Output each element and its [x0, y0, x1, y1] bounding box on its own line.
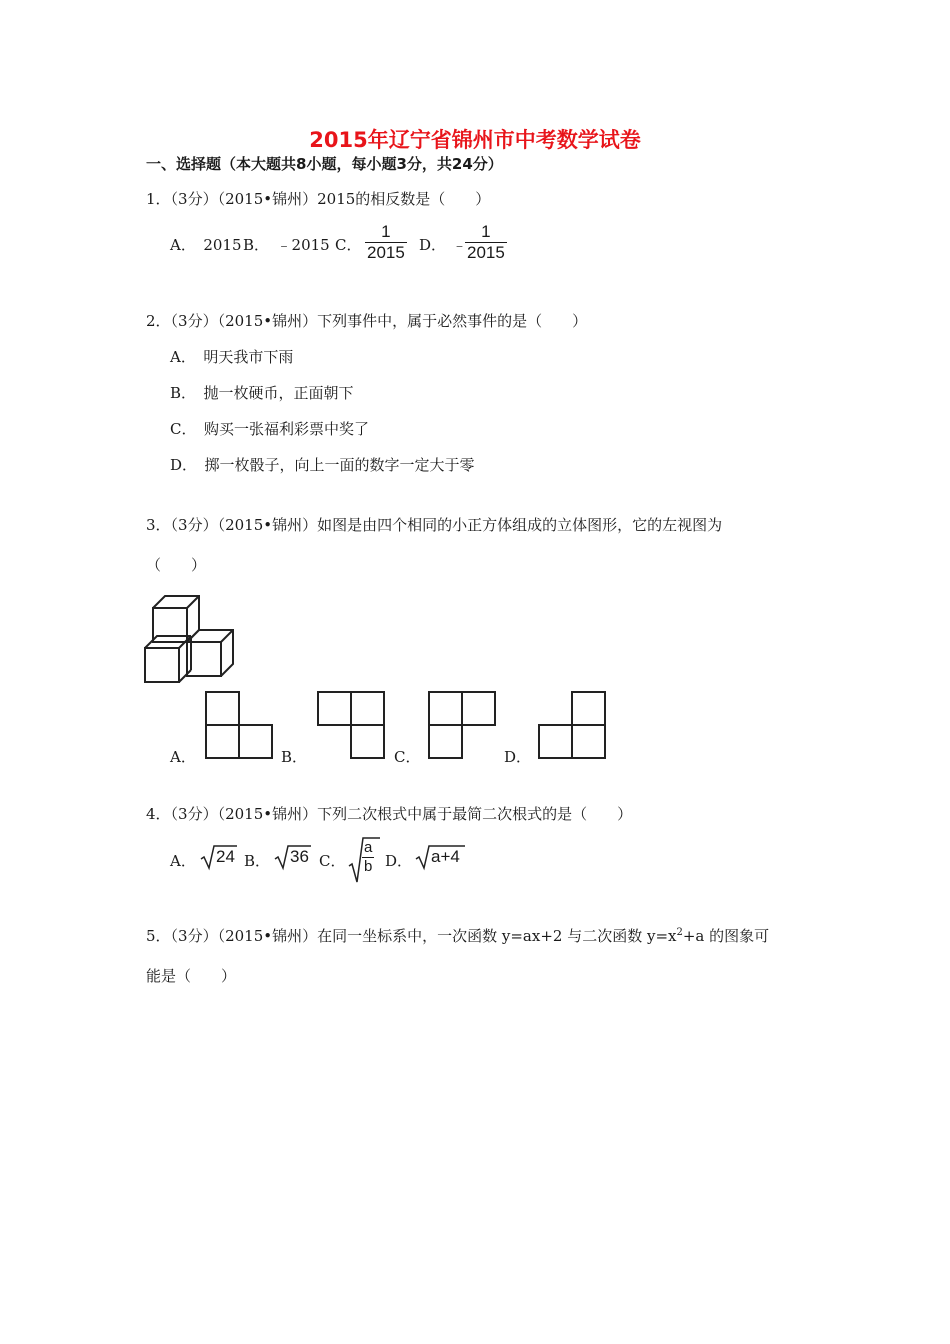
question-1-option-d-sign: ﹣: [452, 236, 468, 254]
question-2-option-a: A． 明天我市下雨: [170, 348, 294, 366]
question-3-option-d-label: D．: [504, 748, 532, 766]
question-2-option-d: D． 掷一枚骰子，向上一面的数字一定大于零: [170, 456, 475, 474]
question-3-option-c-label: C．: [394, 748, 421, 766]
question-4-option-d-radicand: a+4: [431, 847, 460, 866]
question-2-option-b: B． 抛一枚硬币，正面朝下: [170, 384, 354, 402]
question-3-stem-continued: （ ）: [146, 556, 207, 574]
question-5-stem-part-2: +a 的图象可: [682, 927, 770, 945]
question-5-stem: [146, 925, 769, 946]
question-3-option-b-label: B．: [281, 748, 308, 766]
section-heading: 一、选择题（本大题共8小题，每小题3分，共24分）: [146, 155, 503, 173]
question-1-stem: 1．（3分）（2015•锦州）2015的相反数是（ ）: [146, 190, 491, 208]
question-4-option-a-radicand: 24: [216, 847, 235, 866]
question-4-option-d-label: D．: [385, 852, 413, 870]
question-1-option-b: B． ﹣2015: [243, 236, 330, 254]
fraction-numerator: 1: [365, 222, 407, 243]
question-3-option-a-label: A．: [170, 748, 196, 766]
page-title: 2015年辽宁省锦州市中考数学试卷: [309, 128, 641, 152]
fraction-numerator: 1: [465, 222, 507, 243]
question-2-option-c: C． 购买一张福利彩票中奖了: [170, 420, 369, 438]
question-5-stem-continued: 能是（ ）: [146, 967, 237, 985]
question-2-stem: 2．（3分）（2015•锦州）下列事件中，属于必然事件的是（ ）: [146, 312, 588, 330]
question-4-option-a-label: A．: [170, 852, 196, 870]
question-4-option-b-radicand: 36: [290, 847, 309, 866]
fraction-denominator: 2015: [367, 243, 405, 262]
question-5-stem-part-1: 5．（3分）（2015•锦州）在同一坐标系中，一次函数 y=ax+2 与二次函数 y=x: [146, 927, 677, 945]
question-1-option-d-label: D．: [419, 236, 447, 254]
question-3-stem: 3．（3分）（2015•锦州）如图是由四个相同的小正方体组成的立体图形，它的左视图为: [146, 516, 723, 534]
exponent: 2: [676, 927, 683, 938]
question-4-option-b-label: B．: [244, 852, 271, 870]
question-4-stem: 4．（3分）（2015•锦州）下列二次根式中属于最简二次根式的是（ ）: [146, 805, 633, 823]
fraction-denominator: b: [364, 858, 373, 875]
fraction-numerator: a: [364, 839, 373, 856]
question-1-option-a: A． 2015: [170, 236, 242, 254]
fraction-denominator: 2015: [467, 243, 505, 262]
question-4-option-c-label: C．: [319, 852, 346, 870]
question-1-option-c-label: C．: [335, 236, 362, 254]
